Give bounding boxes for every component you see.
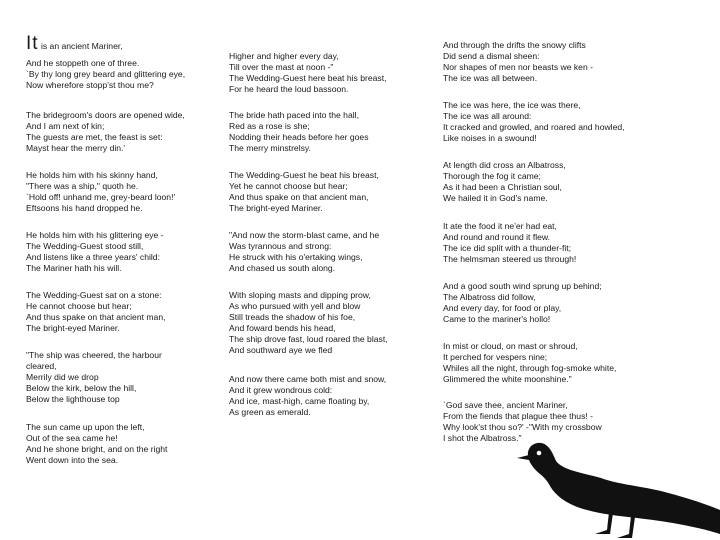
drop-cap: It: [26, 33, 39, 54]
stanza-1-4: He holds him with his glittering eye - The Wedding-Guest stood still, And listens like a three years' child: The Mariner hath his will.: [26, 230, 164, 274]
albatross-bird-icon: [515, 434, 720, 540]
stanza-3-4: It ate the food it ne'er had eat, And round and round it flew. The ice did split with a thunder-fit; The helmsman steered us through!: [443, 221, 577, 265]
stanza-3-2: The ice was here, the ice was there, The ice was all around: It cracked and growled, and roared and howled, Like noises in a swound!: [443, 100, 625, 144]
stanza-1-5: The Wedding-Guest sat on a stone: He cannot choose but hear; And thus spake on that ancient man, The bright-eyed Mariner.: [26, 290, 166, 334]
stanza-2-1: Higher and higher every day, Till over the mast at noon -" The Wedding-Guest here beat his breast, For he heard the loud bassoon.: [229, 51, 387, 95]
stanza-3-3: At length did cross an Albatross, Thorough the fog it came; As it had been a Christian soul, We hailed it in God's name.: [443, 160, 566, 204]
stanza-1-2: The bridegroom's doors are opened wide, And I am next of kin; The guests are met, the feast is set: Mayst hear the merry din.': [26, 110, 185, 154]
stanza-3-6: In mist or cloud, on mast or shroud, It perched for vespers nine; Whiles all the night, through fog-smoke white, Glimmered the white moonshine.": [443, 341, 617, 385]
stanza-1-7: The sun came up upon the left, Out of the sea came he! And he shone bright, and on the right Went down into the sea.: [26, 422, 168, 466]
opening-line-text: is an ancient Mariner,: [38, 41, 123, 51]
stanza-2-6: And now there came both mist and snow, And it grew wondrous cold: And ice, mast-high, came floating by, As green as emerald.: [229, 374, 387, 418]
stanza-1-6: "The ship was cheered, the harbour cleared, Merrily did we drop Below the kirk, below the hill, Below the lighthouse top: [26, 350, 162, 405]
stanza-3-1: And through the drifts the snowy clifts Did send a dismal sheen: Nor shapes of men nor beasts we ken - The ice was all between.: [443, 40, 593, 84]
stanza-2-2: The bride hath paced into the hall, Red as a rose is she; Nodding their heads before her goes The merry minstrelsy.: [229, 110, 369, 154]
stanza-3-5: And a good south wind sprung up behind; The Albatross did follow, And every day, for food or play, Came to the mariner's hollo!: [443, 281, 602, 325]
stanza-1-3: He holds him with his skinny hand, "There was a ship," quoth he. `Hold off! unhand me, grey-beard loon!' Eftsoons his hand dropped he.: [26, 170, 176, 214]
bird-eye: [537, 451, 542, 456]
opening-line: [26, 34, 123, 53]
stanza-3-7: `God save thee, ancient Mariner, From the fiends that plague thee thus! - Why look'st thou so?' -"With my crossbow I shot the Albatross.": [443, 400, 602, 444]
stanza-1-1: And he stoppeth one of three. `By thy long grey beard and glittering eye, Now wherefore stopp'st thou me?: [26, 58, 186, 91]
bird-silhouette: [517, 443, 720, 538]
stanza-2-4: "And now the storm-blast came, and he Was tyrannous and strong: He struck with his o'ertaking wings, And chased us south along.: [229, 230, 380, 274]
stanza-2-3: The Wedding-Guest he beat his breast, Yet he cannot choose but hear; And thus spake on that ancient man, The bright-eyed Mariner.: [229, 170, 379, 214]
stanza-2-5: With sloping masts and dipping prow, As who pursued with yell and blow Still treads the shadow of his foe, And foward bends his head, The ship drove fast, loud roared the blast, And southward aye we fled: [229, 290, 388, 356]
